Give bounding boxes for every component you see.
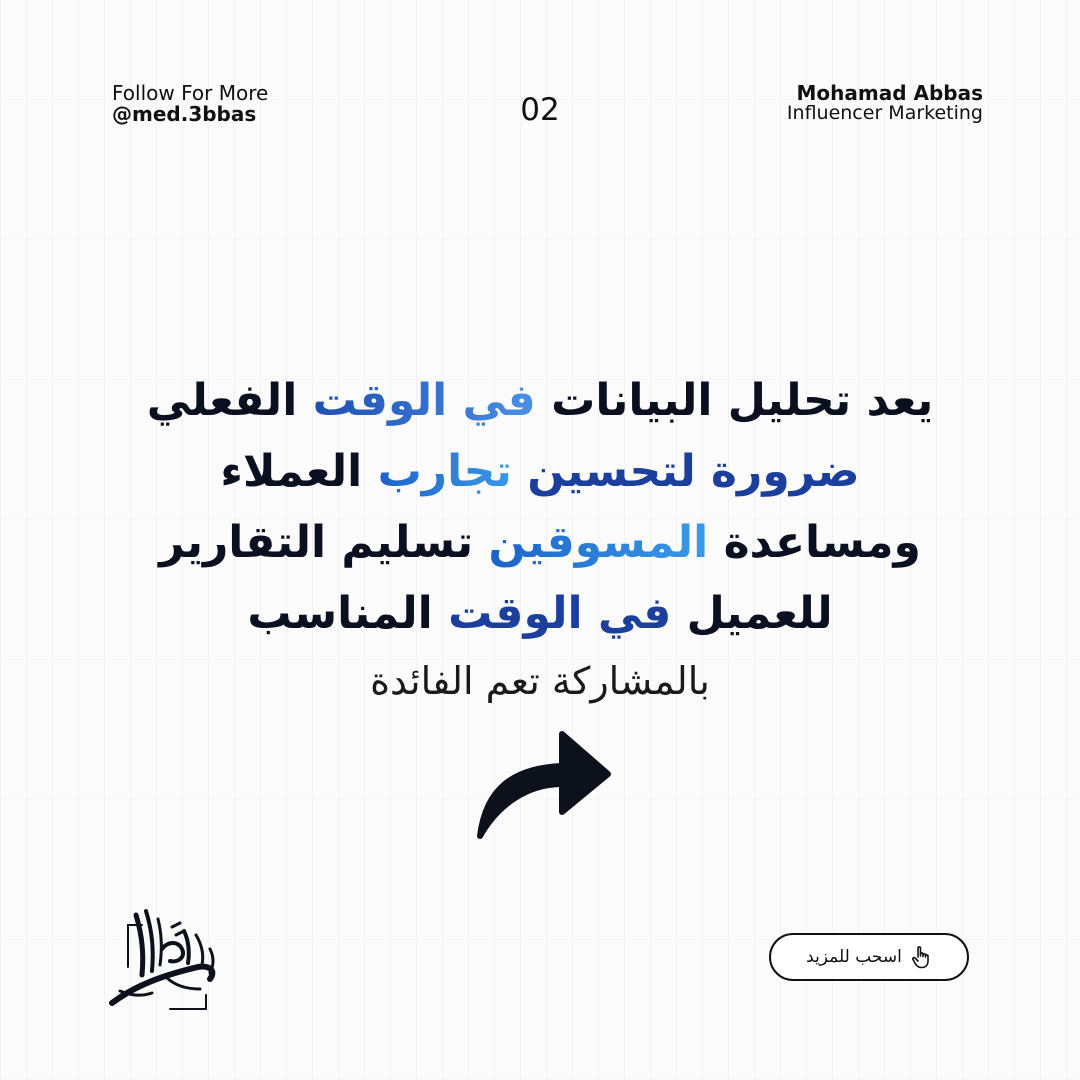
statement-line-3 xyxy=(100,507,980,578)
header-author-block xyxy=(787,83,983,124)
line-1-highlight: في الوقت xyxy=(312,375,536,426)
main-statement xyxy=(100,365,980,713)
line-2-highlight: تجارب xyxy=(377,446,512,497)
line-3-highlight: المسوقين xyxy=(488,517,709,568)
line-4-highlight: في الوقت xyxy=(448,588,672,639)
swipe-label: اسحب للمزيد xyxy=(806,947,902,967)
statement-line-4 xyxy=(100,578,980,649)
line-4-part-1: للعميل xyxy=(671,588,833,639)
page-number: 02 xyxy=(520,92,560,128)
line-2-part-1: ضرورة لتحسين xyxy=(511,446,860,497)
pointing-hand-icon xyxy=(910,945,932,969)
curved-forward-arrow-icon xyxy=(476,728,616,843)
statement-line-2 xyxy=(100,436,980,507)
author-role: Influencer Marketing xyxy=(786,102,983,124)
line-2-part-3: العملاء xyxy=(220,446,378,497)
follow-label: Follow For More xyxy=(112,81,269,105)
line-1-part-1: يعد تحليل البيانات xyxy=(535,375,934,426)
line-3-part-1: ومساعدة xyxy=(708,517,921,568)
swipe-for-more-button[interactable] xyxy=(769,933,969,981)
calligraphy-signature-logo xyxy=(106,905,226,1015)
statement-line-1 xyxy=(100,365,980,436)
line-4-part-3: المناسب xyxy=(247,588,449,639)
line-3-part-3: تسليم التقارير xyxy=(159,517,489,568)
author-name: Mohamad Abbas xyxy=(796,81,983,105)
social-handle[interactable]: @med.3bbas xyxy=(112,102,257,126)
statement-line-5: بالمشاركة تعم الفائدة xyxy=(370,659,710,703)
line-1-part-3: الفعلي xyxy=(146,375,313,426)
